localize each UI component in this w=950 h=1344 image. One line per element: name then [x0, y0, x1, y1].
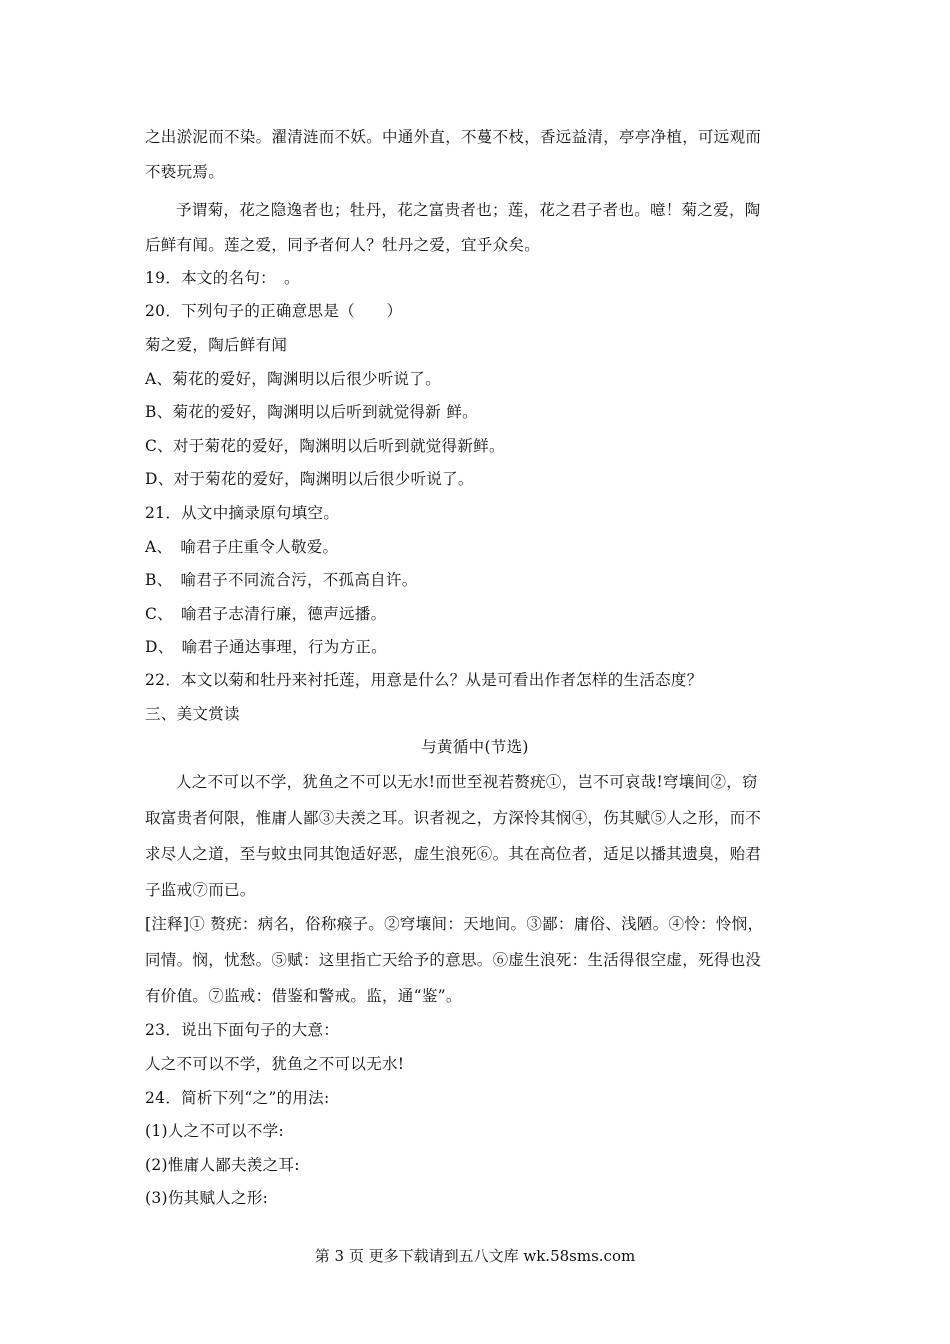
question-19: 19．本文的名句： 。: [145, 269, 300, 287]
passage2-title: 与黄循中(节选): [421, 738, 529, 756]
passage2-line-3: 求尽人之道，至与蚊虫同其饱适好恶，虚生浪死⑥。其在高位者，适足以播其遗臭，贻君: [145, 845, 762, 863]
passage2-line-1: 人之不可以不学，犹鱼之不可以无水!而世至视若赘疣①，岂不可哀哉!穹壤间②，窃: [176, 773, 758, 791]
section-3-heading: 三、美文赏读: [145, 705, 240, 723]
question-21-stem: 21．从文中摘录原句填空。: [145, 504, 340, 522]
question-21-option-b: B、 喻君子不同流合污，不孤高自许。: [145, 571, 418, 589]
question-24-item-3: (3)伤其赋人之形:: [145, 1189, 269, 1207]
passage1-line-4: 后鲜有闻。莲之爱，同予者何人？牡丹之爱，宜乎众矣。: [145, 236, 541, 254]
question-22: 22．本文以菊和牡丹来衬托莲，用意是什么？从是可看出作者怎样的生活态度？: [145, 671, 703, 689]
annotation-line-2: 同情。悯，忧愁。⑤赋：这里指亡天给予的意思。⑥虚生浪死：生活得很空虚，死得也没: [145, 951, 762, 969]
question-21-option-a: A、 喻君子庄重令人敬爱。: [145, 538, 339, 556]
question-24-stem: 24．简析下列“之”的用法:: [145, 1089, 330, 1107]
page-footer: 第 3 页 更多下载请到五八文库 wk.58sms.com: [314, 1247, 636, 1265]
question-20-stem: 20．下列句子的正确意思是（ ）: [145, 302, 403, 320]
question-20-quote: 菊之爱，陶后鲜有闻: [145, 336, 288, 354]
question-21-option-c: C、 喻君子志清行廉，德声远播。: [145, 605, 387, 623]
question-24-item-1: (1)人之不可以不学:: [145, 1122, 284, 1140]
passage1-line-1: 之出淤泥而不染。濯清涟而不妖。中通外直，不蔓不枝，香远益清，亭亭净植，可远观而: [145, 128, 762, 146]
passage1-line-3: 予谓菊，花之隐逸者也；牡丹，花之富贵者也；莲，花之君子者也。噫！菊之爱，陶: [176, 201, 761, 219]
question-21-option-d: D、 喻君子通达事理，行为方正。: [145, 638, 387, 656]
question-24-item-2: (2)惟庸人鄙夫羡之耳:: [145, 1156, 300, 1174]
annotation-line-1: [注释]① 赘疣：病名，俗称瘊子。②穹壤间：天地间。③鄙：庸俗、浅陋。④怜：怜悯，: [145, 915, 764, 933]
question-20-option-c: C、对于菊花的爱好，陶渊明以后听到就觉得新鲜。: [145, 437, 505, 455]
question-20-option-a: A、菊花的爱好，陶渊明以后很少听说了。: [145, 370, 441, 388]
passage2-line-4: 子监戒⑦而已。: [145, 881, 256, 899]
question-23-stem: 23．说出下面句子的大意：: [145, 1021, 340, 1039]
question-20-option-b: B、菊花的爱好，陶渊明以后听到就觉得新 鲜。: [145, 403, 478, 421]
annotation-line-3: 有价值。⑦监戒：借鉴和警戒。监，通“鉴”。: [145, 987, 462, 1005]
passage1-line-2: 不亵玩焉。: [145, 163, 225, 181]
question-20-option-d: D、对于菊花的爱好，陶渊明以后很少听说了。: [145, 470, 474, 488]
question-23-quote: 人之不可以不学，犹鱼之不可以无水!: [145, 1055, 405, 1073]
passage2-line-2: 取富贵者何限，惟庸人鄙③夫羡之耳。识者视之，方深怜其悯④，伤其赋⑤人之形，而不: [145, 809, 762, 827]
